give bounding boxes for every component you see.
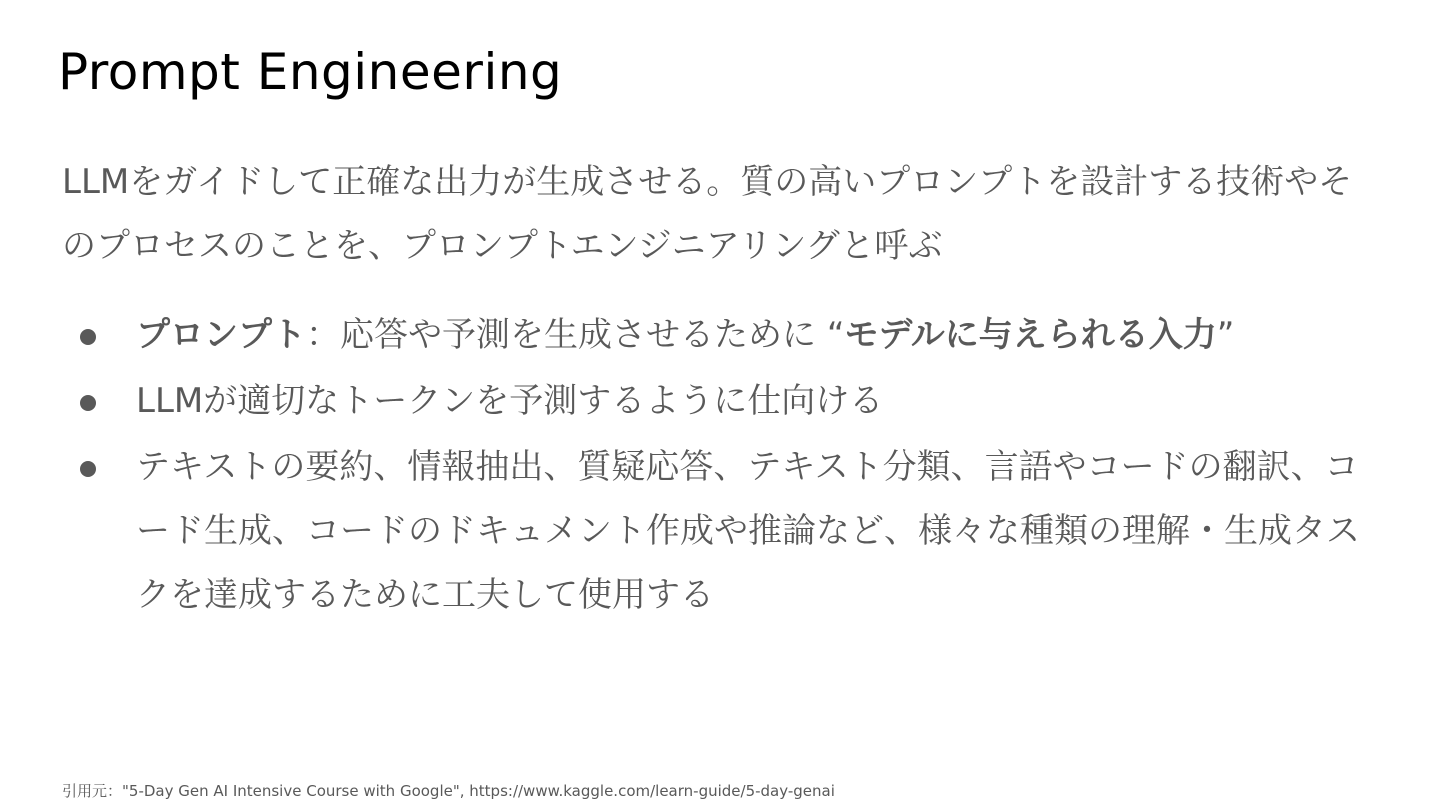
bullet-icon [80,329,96,345]
open-quote: “ [826,315,845,355]
bullet-item-prompt-definition [62,303,1382,367]
bullet-text: LLMが適切なトークンを予測するように仕向ける [136,381,884,421]
citation-footnote: 引用元："5-Day Gen AI Intensive Course with Google", https://www.kaggle.com/learn-guide/5-day-genai [62,782,835,800]
bullet-separator: ： [306,315,340,355]
bullet-text: テキストの要約、情報抽出、質疑応答、テキスト分類、言語やコードの翻訳、コード生成、コードのドキュメント作成や推論など、様々な種類の理解・生成タスクを達成するために工夫して使用する [136,447,1360,615]
intro-paragraph: LLMをガイドして正確な出力が生成させる。質の高いプロンプトを設計する技術やそのプロセスのことを、プロンプトエンジニアリングと呼ぶ [62,162,1353,266]
bullet-icon [80,461,96,477]
bullet-item-use-cases [62,435,1382,627]
slide-title: Prompt Engineering [58,43,563,101]
bullet-icon [80,395,96,411]
bullet-term: プロンプト [136,315,306,355]
bullet-list [62,303,1382,629]
bullet-emphasis: モデルに与えられる入力 [844,315,1217,355]
bullet-item-token-prediction [62,369,1382,433]
bullet-text: 応答や予測を生成させるために [340,315,827,355]
close-quote: ” [1216,315,1235,355]
